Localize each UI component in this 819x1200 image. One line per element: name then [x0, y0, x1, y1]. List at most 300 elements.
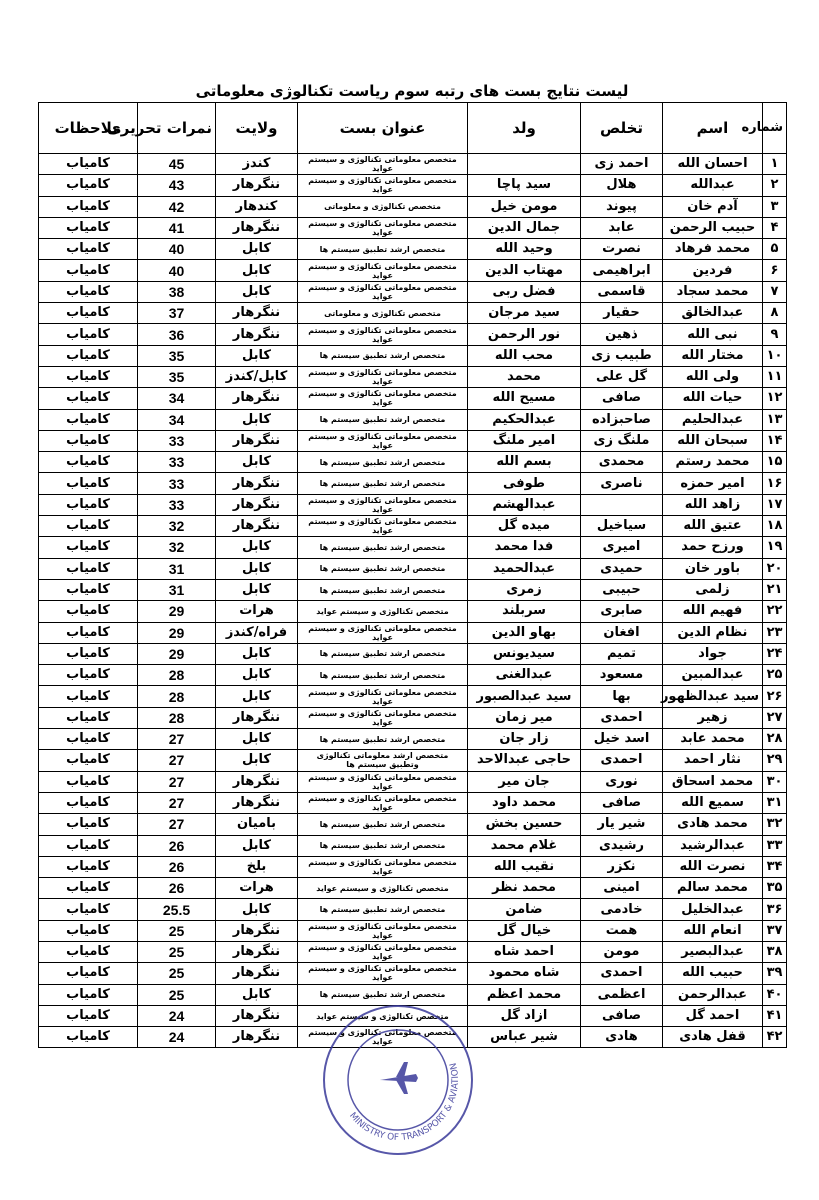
row-father: عبدالهشم: [468, 494, 581, 515]
row-score: 29: [138, 643, 216, 664]
row-score: 27: [138, 792, 216, 813]
row-post: متخصص معلوماتی تکنالوژی و سیستم عواید: [298, 154, 468, 175]
row-num: ۹: [763, 324, 787, 345]
row-province: بامیان: [216, 814, 298, 835]
row-num: ۳۸: [763, 941, 787, 962]
table-row: [39, 601, 787, 622]
row-post: متخصص ارشد تطبیق سیستم ها: [298, 729, 468, 750]
row-father: بسم الله: [468, 452, 581, 473]
row-num: ۴۰: [763, 984, 787, 1005]
table-row: [39, 963, 787, 984]
row-remarks: کامیاب: [39, 899, 138, 920]
row-score: 31: [138, 558, 216, 579]
row-post: متخصص تکنالوژی و سیستم عواید: [298, 1005, 468, 1026]
row-surname: هادی: [581, 1027, 663, 1048]
row-remarks: کامیاب: [39, 1005, 138, 1026]
row-score: 38: [138, 281, 216, 302]
row-name: عبدالحلیم: [663, 409, 763, 430]
row-num: ۲۸: [763, 729, 787, 750]
row-father: عبدالحمید: [468, 558, 581, 579]
row-post: متخصص معلوماتی تکنالوژی و سیستم عواید: [298, 622, 468, 643]
row-score: 28: [138, 686, 216, 707]
row-num: ۱۸: [763, 516, 787, 537]
row-remarks: کامیاب: [39, 707, 138, 728]
row-remarks: کامیاب: [39, 1027, 138, 1048]
table-row: [39, 303, 787, 324]
row-name: محمد رستم: [663, 452, 763, 473]
row-province: ننگرهار: [216, 771, 298, 792]
row-post: متخصص معلوماتی تکنالوژی و سیستم عواید: [298, 920, 468, 941]
row-num: ۱۷: [763, 494, 787, 515]
row-surname: نصرت: [581, 239, 663, 260]
row-remarks: کامیاب: [39, 984, 138, 1005]
row-score: 34: [138, 409, 216, 430]
row-name: نظام الدین: [663, 622, 763, 643]
row-num: ۱۰: [763, 345, 787, 366]
row-name: عتیق الله: [663, 516, 763, 537]
row-num: ۴: [763, 217, 787, 238]
row-post: متخصص ارشد تطبیق سیستم ها: [298, 665, 468, 686]
row-province: ننگرهار: [216, 920, 298, 941]
row-score: 40: [138, 239, 216, 260]
row-post: متخصص معلوماتی تکنالوژی و سیستم عواید: [298, 1027, 468, 1048]
row-surname: احمد زی: [581, 154, 663, 175]
row-father: سید مرجان: [468, 303, 581, 324]
row-post: متخصص معلوماتی تکنالوژی و سیستم عواید: [298, 792, 468, 813]
row-father: میر زمان: [468, 707, 581, 728]
row-surname: شیر یار: [581, 814, 663, 835]
row-remarks: کامیاب: [39, 579, 138, 600]
table-row: [39, 707, 787, 728]
row-remarks: کامیاب: [39, 345, 138, 366]
row-father: ضامن: [468, 899, 581, 920]
row-province: کابل: [216, 984, 298, 1005]
row-father: فدا محمد: [468, 537, 581, 558]
table-row: [39, 281, 787, 302]
row-post: متخصص ارشد تطبیق سیستم ها: [298, 643, 468, 664]
row-remarks: کامیاب: [39, 750, 138, 771]
row-father: محمد نظر: [468, 878, 581, 899]
row-father: سید عبدالصبور: [468, 686, 581, 707]
row-num: ۲۳: [763, 622, 787, 643]
row-father: شیر عباس: [468, 1027, 581, 1048]
row-province: هرات: [216, 601, 298, 622]
row-remarks: کامیاب: [39, 643, 138, 664]
row-score: 35: [138, 345, 216, 366]
row-name: حبیب الله: [663, 963, 763, 984]
table-row: [39, 899, 787, 920]
row-score: 29: [138, 622, 216, 643]
table-row: [39, 537, 787, 558]
row-father: مسیح الله: [468, 388, 581, 409]
row-province: ننگرهار: [216, 941, 298, 962]
row-remarks: کامیاب: [39, 452, 138, 473]
row-post: متخصص معلوماتی تکنالوژی و سیستم عواید: [298, 963, 468, 984]
row-score: 33: [138, 430, 216, 451]
row-name: آدم خان: [663, 196, 763, 217]
row-surname: افغان: [581, 622, 663, 643]
row-father: وحید الله: [468, 239, 581, 260]
row-post: متخصص ارشد تطبیق سیستم ها: [298, 558, 468, 579]
table-row: [39, 409, 787, 430]
row-num: ۱۹: [763, 537, 787, 558]
row-num: ۳۴: [763, 856, 787, 877]
table-row: [39, 643, 787, 664]
row-num: ۷: [763, 281, 787, 302]
row-remarks: کامیاب: [39, 494, 138, 515]
row-province: ننگرهار: [216, 1027, 298, 1048]
row-name: مختار الله: [663, 345, 763, 366]
row-province: ننگرهار: [216, 388, 298, 409]
row-province: ننگرهار: [216, 792, 298, 813]
row-remarks: کامیاب: [39, 175, 138, 196]
row-remarks: کامیاب: [39, 324, 138, 345]
row-province: ننگرهار: [216, 1005, 298, 1026]
table-row: [39, 154, 787, 175]
row-father: محمد: [468, 366, 581, 387]
row-num: ۱۵: [763, 452, 787, 473]
row-score: 25: [138, 963, 216, 984]
table-row: [39, 516, 787, 537]
row-remarks: کامیاب: [39, 856, 138, 877]
row-post: متخصص معلوماتی تکنالوژی و سیستم عواید: [298, 217, 468, 238]
row-name: محمد سجاد: [663, 281, 763, 302]
row-post: متخصص معلوماتی تکنالوژی و سیستم عواید: [298, 260, 468, 281]
row-post: متخصص معلوماتی تکنالوژی و سیستم عواید: [298, 686, 468, 707]
row-surname: همت: [581, 920, 663, 941]
row-province: کابل: [216, 281, 298, 302]
row-name: عبدالخلیل: [663, 899, 763, 920]
stamp-outer-text: MINISTRY OF TRANSPORT & AVIATION: [347, 1061, 462, 1144]
row-father: حاجی عبدالاحد: [468, 750, 581, 771]
row-province: کابل: [216, 835, 298, 856]
table-row: [39, 473, 787, 494]
row-father: محمد داود: [468, 792, 581, 813]
row-province: ننگرهار: [216, 175, 298, 196]
row-score: 25: [138, 920, 216, 941]
row-num: ۱۲: [763, 388, 787, 409]
row-remarks: کامیاب: [39, 558, 138, 579]
row-remarks: کامیاب: [39, 963, 138, 984]
row-num: ۲۷: [763, 707, 787, 728]
table-row: [39, 558, 787, 579]
row-name: ولی الله: [663, 366, 763, 387]
row-remarks: کامیاب: [39, 941, 138, 962]
row-num: ۱: [763, 154, 787, 175]
header-surname: تخلص: [581, 103, 663, 154]
row-remarks: کامیاب: [39, 154, 138, 175]
row-surname: ابراهیمی: [581, 260, 663, 281]
row-num: ۳۵: [763, 878, 787, 899]
row-post: متخصص تکنالوژی و معلوماتی: [298, 196, 468, 217]
header-remarks: ملاحظات: [39, 103, 138, 154]
row-remarks: کامیاب: [39, 473, 138, 494]
header-father: ولد: [468, 103, 581, 154]
row-post: متخصص ارشد تطبیق سیستم ها: [298, 452, 468, 473]
row-province: کابل: [216, 409, 298, 430]
row-name: انعام الله: [663, 920, 763, 941]
row-score: 27: [138, 771, 216, 792]
row-surname: احمدی: [581, 707, 663, 728]
row-num: ۱۱: [763, 366, 787, 387]
table-header-row: [39, 103, 787, 154]
row-remarks: کامیاب: [39, 260, 138, 281]
row-name: محمد سالم: [663, 878, 763, 899]
row-surname: عابد: [581, 217, 663, 238]
row-remarks: کامیاب: [39, 409, 138, 430]
row-father: غلام محمد: [468, 835, 581, 856]
row-surname: سیاخیل: [581, 516, 663, 537]
row-name: عبدالخالق: [663, 303, 763, 324]
row-remarks: کامیاب: [39, 792, 138, 813]
row-father: زمری: [468, 579, 581, 600]
row-name: محمد فرهاد: [663, 239, 763, 260]
row-score: 36: [138, 324, 216, 345]
row-score: 28: [138, 707, 216, 728]
row-post: متخصص معلوماتی تکنالوژی و سیستم عواید: [298, 707, 468, 728]
row-surname: حبیبی: [581, 579, 663, 600]
row-post: متخصص معلوماتی تکنالوژی و سیستم عواید: [298, 324, 468, 345]
row-province: کابل: [216, 537, 298, 558]
row-father: حسین بخش: [468, 814, 581, 835]
row-name: عبدالله: [663, 175, 763, 196]
row-father: جمال الدین: [468, 217, 581, 238]
row-post: متخصص تکنالوژی و معلوماتی: [298, 303, 468, 324]
row-num: ۳۹: [763, 963, 787, 984]
row-name: حبیب الرحمن: [663, 217, 763, 238]
table-row: [39, 878, 787, 899]
row-province: کابل/کندز: [216, 366, 298, 387]
row-surname: حمیدی: [581, 558, 663, 579]
row-surname: صابری: [581, 601, 663, 622]
row-province: کابل: [216, 345, 298, 366]
row-name: محمد اسحاق: [663, 771, 763, 792]
row-father: خیال گل: [468, 920, 581, 941]
row-surname: امینی: [581, 878, 663, 899]
row-name: باور خان: [663, 558, 763, 579]
row-num: ۶: [763, 260, 787, 281]
row-post: متخصص ارشد تطبیق سیستم ها: [298, 835, 468, 856]
results-table: [38, 102, 787, 1048]
row-surname: صافی: [581, 792, 663, 813]
row-num: ۳۶: [763, 899, 787, 920]
row-name: عبدالبصیر: [663, 941, 763, 962]
table-row: [39, 260, 787, 281]
row-father: نور الرحمن: [468, 324, 581, 345]
row-surname: صافی: [581, 1005, 663, 1026]
row-father: نقیب الله: [468, 856, 581, 877]
row-father: طوفی: [468, 473, 581, 494]
row-surname: طبیب زی: [581, 345, 663, 366]
row-name: محمد هادی: [663, 814, 763, 835]
row-score: 40: [138, 260, 216, 281]
row-remarks: کامیاب: [39, 729, 138, 750]
table-row: [39, 345, 787, 366]
row-father: سیدیونس: [468, 643, 581, 664]
row-remarks: کامیاب: [39, 622, 138, 643]
row-father: بهاو الدین: [468, 622, 581, 643]
row-province: کابل: [216, 452, 298, 473]
row-num: ۲۶: [763, 686, 787, 707]
row-remarks: کامیاب: [39, 537, 138, 558]
row-num: ۲۰: [763, 558, 787, 579]
row-post: متخصص معلوماتی تکنالوژی و سیستم عواید: [298, 430, 468, 451]
row-father: میده گل: [468, 516, 581, 537]
row-surname: رشیدی: [581, 835, 663, 856]
row-surname: نکزر: [581, 856, 663, 877]
row-post: متخصص ارشد تطبیق سیستم ها: [298, 899, 468, 920]
row-remarks: کامیاب: [39, 686, 138, 707]
row-score: 33: [138, 452, 216, 473]
row-surname: ناصری: [581, 473, 663, 494]
row-name: احمد گل: [663, 1005, 763, 1026]
row-surname: مسعود: [581, 665, 663, 686]
row-father: [468, 154, 581, 175]
row-remarks: کامیاب: [39, 217, 138, 238]
row-score: 33: [138, 494, 216, 515]
row-father: شاه محمود: [468, 963, 581, 984]
row-score: 32: [138, 516, 216, 537]
row-surname: اعظمی: [581, 984, 663, 1005]
row-remarks: کامیاب: [39, 366, 138, 387]
table-row: [39, 792, 787, 813]
row-province: کابل: [216, 260, 298, 281]
row-surname: احمدی: [581, 963, 663, 984]
row-post: متخصص معلوماتی تکنالوژی و سیستم عواید: [298, 366, 468, 387]
header-name: اسم: [663, 103, 763, 154]
row-province: کابل: [216, 686, 298, 707]
row-surname: بها: [581, 686, 663, 707]
row-province: ننگرهار: [216, 707, 298, 728]
row-post: متخصص معلوماتی تکنالوژی و سیستم عواید: [298, 516, 468, 537]
row-remarks: کامیاب: [39, 430, 138, 451]
row-remarks: کامیاب: [39, 665, 138, 686]
row-post: متخصص ارشد تطبیق سیستم ها: [298, 239, 468, 260]
row-num: ۱۶: [763, 473, 787, 494]
table-row: [39, 771, 787, 792]
airplane-icon: [380, 1062, 418, 1094]
row-father: سربلند: [468, 601, 581, 622]
row-score: 45: [138, 154, 216, 175]
row-post: متخصص ارشد تطبیق سیستم ها: [298, 537, 468, 558]
row-surname: نوری: [581, 771, 663, 792]
row-remarks: کامیاب: [39, 878, 138, 899]
row-province: هرات: [216, 878, 298, 899]
table-row: [39, 920, 787, 941]
row-surname: حقیار: [581, 303, 663, 324]
row-num: ۲۹: [763, 750, 787, 771]
header-score: نمرات تحریری: [138, 103, 216, 154]
row-father: محب الله: [468, 345, 581, 366]
row-post: متخصص ارشد تطبیق سیستم ها: [298, 814, 468, 835]
row-name: سید عبدالظهور: [663, 686, 763, 707]
row-province: کابل: [216, 643, 298, 664]
row-province: ننگرهار: [216, 430, 298, 451]
row-score: 37: [138, 303, 216, 324]
row-post: متخصص ارشد معلوماتی تکنالوژی وتطبیق سیستم ها: [298, 750, 468, 771]
row-score: 26: [138, 878, 216, 899]
row-score: 35: [138, 366, 216, 387]
table-row: [39, 217, 787, 238]
table-row: [39, 175, 787, 196]
table-row: [39, 366, 787, 387]
row-province: ننگرهار: [216, 494, 298, 515]
row-surname: تمیم: [581, 643, 663, 664]
table-row: [39, 239, 787, 260]
row-num: ۲: [763, 175, 787, 196]
header-post: عنوان بست: [298, 103, 468, 154]
row-remarks: کامیاب: [39, 281, 138, 302]
row-score: 43: [138, 175, 216, 196]
row-num: ۳۷: [763, 920, 787, 941]
row-remarks: کامیاب: [39, 771, 138, 792]
table-row: [39, 196, 787, 217]
row-remarks: کامیاب: [39, 516, 138, 537]
row-score: 27: [138, 814, 216, 835]
row-surname: اسد خیل: [581, 729, 663, 750]
table-row: [39, 388, 787, 409]
row-remarks: کامیاب: [39, 196, 138, 217]
row-province: کندز: [216, 154, 298, 175]
row-remarks: کامیاب: [39, 814, 138, 835]
row-num: ۲۲: [763, 601, 787, 622]
row-name: نثار احمد: [663, 750, 763, 771]
row-province: ننگرهار: [216, 324, 298, 345]
row-num: ۲۴: [763, 643, 787, 664]
row-num: ۴۱: [763, 1005, 787, 1026]
row-father: زار جان: [468, 729, 581, 750]
row-remarks: کامیاب: [39, 239, 138, 260]
row-post: متخصص معلوماتی تکنالوژی و سیستم عواید: [298, 494, 468, 515]
table-row: [39, 835, 787, 856]
row-name: محمد عابد: [663, 729, 763, 750]
row-father: مهتاب الدین: [468, 260, 581, 281]
row-name: سمیع الله: [663, 792, 763, 813]
row-name: سبحان الله: [663, 430, 763, 451]
table-row: [39, 665, 787, 686]
row-name: حیات الله: [663, 388, 763, 409]
table-row: [39, 622, 787, 643]
row-score: 32: [138, 537, 216, 558]
row-score: 25: [138, 941, 216, 962]
row-surname: امیری: [581, 537, 663, 558]
table-row: [39, 750, 787, 771]
row-post: متخصص ارشد تطبیق سیستم ها: [298, 345, 468, 366]
row-score: 25.5: [138, 899, 216, 920]
table-row: [39, 941, 787, 962]
row-remarks: کامیاب: [39, 303, 138, 324]
row-num: ۵: [763, 239, 787, 260]
row-post: متخصص معلوماتی تکنالوژی و سیستم عواید: [298, 941, 468, 962]
header-num: شماره: [763, 103, 787, 154]
row-score: 25: [138, 984, 216, 1005]
row-surname: محمدی: [581, 452, 663, 473]
row-post: متخصص معلوماتی تکنالوژی و سیستم عواید: [298, 856, 468, 877]
row-name: فردین: [663, 260, 763, 281]
header-province: ولایت: [216, 103, 298, 154]
row-num: ۴۲: [763, 1027, 787, 1048]
row-post: متخصص ارشد تطبیق سیستم ها: [298, 984, 468, 1005]
table-row: [39, 729, 787, 750]
row-name: جواد: [663, 643, 763, 664]
row-province: بلخ: [216, 856, 298, 877]
row-name: زلمی: [663, 579, 763, 600]
row-province: ننگرهار: [216, 963, 298, 984]
row-surname: احمدی: [581, 750, 663, 771]
row-province: ننگرهار: [216, 303, 298, 324]
table-row: [39, 324, 787, 345]
row-num: ۳۰: [763, 771, 787, 792]
